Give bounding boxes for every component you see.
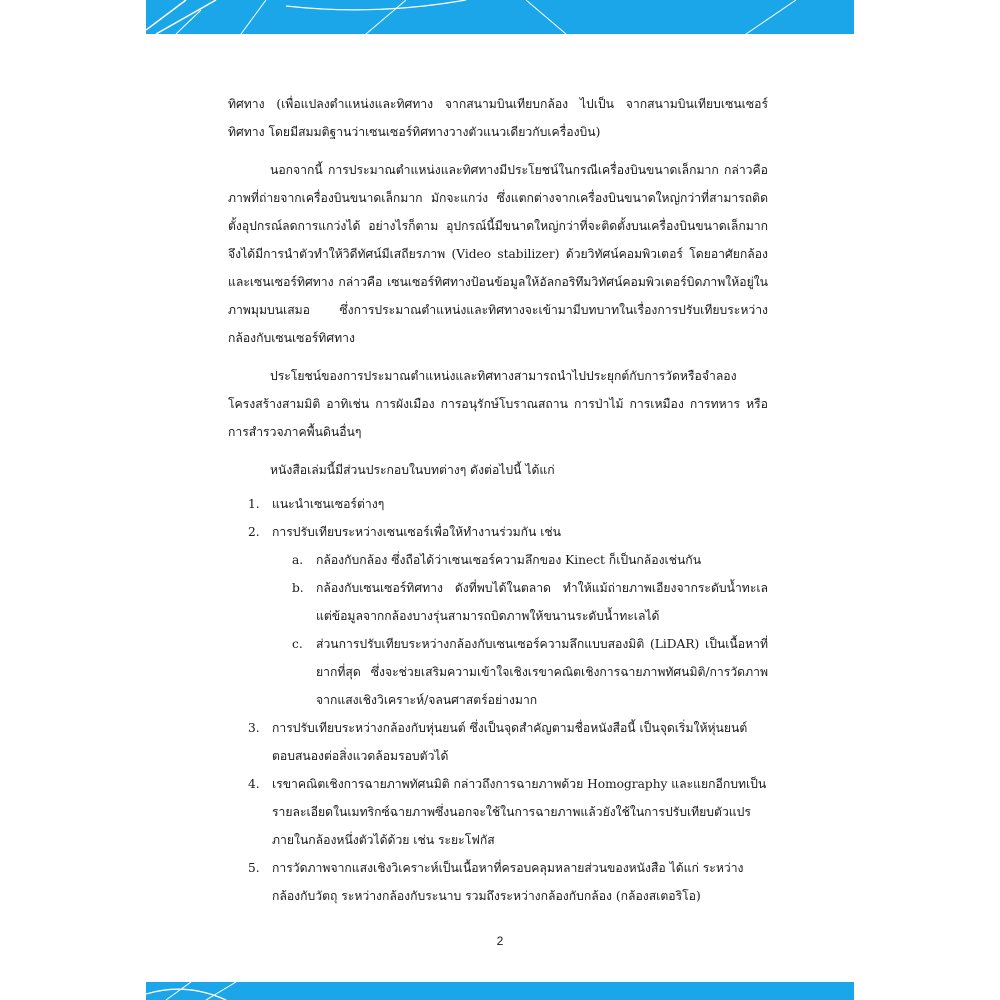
footer-decoration — [146, 982, 854, 1000]
sub-list-item — [272, 574, 768, 630]
list-item — [228, 770, 768, 854]
paragraph-2: นอกจากนี้ การประมาณตำแหน่งและทิศทางมีประโยชน์ในกรณีเครื่องบินขนาดเล็กมาก กล่าวคือ ภาพที่ถ่ายจากเครื่องบินขนาดเล็กมาก มักจะแกว่ง ซึ่งแตกต่างจากเครื่องบินขนาดใหญ่กว่าที่สามารถติดตั้งอุปกรณ์ลดการแกว่งได้ อย่างไรก็ตาม อุปกรณ์นี้มีขนาดใหญ่กว่าที่จะติดตั้งบนเครื่องบินขนาดเล็กมาก จึงได้มีการนำตัวทำให้วิดีทัศน์มีเสถียรภาพ (Video stabilizer) ด้วยวิทัศน์คอมพิวเตอร์ โดยอาศัยกล้องและเซนเซอร์ทิศทาง กล่าวคือ เซนเซอร์ทิศทางป้อนข้อมูลให้อัลกอริทึมวิทัศน์คอมพิวเตอร์บิดภาพให้อยู่ในภาพมุมบนเสมอ ซึ่งการประมาณตำแหน่งและทิศทางจะเข้ามามีบทบาทในเรื่องการปรับเทียบระหว่างกล้องกับเซนเซอร์ทิศทาง — [228, 163, 768, 345]
sub-list — [272, 546, 768, 714]
list-item-number: 4. — [248, 777, 260, 791]
list-item — [228, 518, 768, 714]
sub-list-item — [272, 630, 768, 714]
list-item — [228, 854, 768, 910]
sub-list-item-letter: a. — [292, 553, 304, 567]
list-item-number: 2. — [248, 525, 260, 539]
chapter-list — [228, 490, 768, 910]
list-item-number: 5. — [248, 861, 260, 875]
page-number: 2 — [496, 934, 504, 948]
header-decoration — [146, 0, 854, 34]
list-item-text: การปรับเทียบระหว่างเซนเซอร์เพื่อให้ทำงานร่วมกัน เช่น — [272, 525, 561, 539]
list-item-text: เรขาคณิตเชิงการฉายภาพทัศนมิติ กล่าวถึงการฉายภาพด้วย Homography และแยกอีกบทเป็นรายละเอียดในเมทริกซ์ฉายภาพซึ่งนอกจะใช้ในการฉายภาพแล้วยังใช้ในการปรับเทียบตัวแปรภายในกล้องหนึ่งตัวได้ด้วย เช่น ระยะโฟกัส — [272, 777, 767, 847]
list-item-number: 1. — [248, 497, 260, 511]
sub-list-item-text: ส่วนการปรับเทียบระหว่างกล้องกับเซนเซอร์ความลึกแบบสองมิติ (LiDAR) เป็นเนื้อหาที่ยากที่สุด ซึ่งจะช่วยเสริมความเข้าใจเชิงเรขาคณิตเชิงการฉายภาพทัศนมิติ/การวัดภาพจากแสงเชิงวิเคราะห์/จลนศาสตร์อย่างมาก — [316, 637, 768, 707]
sub-list-item-letter: b. — [292, 581, 304, 595]
list-item — [228, 490, 768, 518]
paragraph-3: ประโยชน์ของการประมาณตำแหน่งและทิศทางสามารถนำไปประยุกต์กับการวัดหรือจำลองโครงสร้างสามมิติ อาทิเช่น การผังเมือง การอนุรักษ์โบราณสถาน การป่าไม้ การเหมือง การทหาร หรือการสำรวจภาคพื้นดินอื่นๆ — [228, 369, 768, 439]
paragraph-4: หนังสือเล่มนี้มีส่วนประกอบในบทต่างๆ ดังต่อไปนี้ ได้แก่ — [270, 463, 555, 477]
list-item-text: การวัดภาพจากแสงเชิงวิเคราะห์เป็นเนื้อหาที่ครอบคลุมหลายส่วนของหนังสือ ได้แก่ ระหว่างกล้องกับวัตถุ ระหว่างกล้องกับระนาบ รวมถึงระหว่างกล้องกับกล้อง (กล้องสเตอริโอ) — [272, 861, 744, 903]
sub-list-item — [272, 546, 768, 574]
list-item-text: แนะนำเซนเซอร์ต่างๆ — [272, 497, 385, 511]
list-item-text: การปรับเทียบระหว่างกล้องกับหุ่นยนต์ ซึ่งเป็นจุดสำคัญตามชื่อหนังสือนี้ เป็นจุดเริ่มให้หุ่นยนต์ตอบสนองต่อสิ่งแวดล้อมรอบตัวได้ — [272, 721, 748, 763]
document-body — [228, 90, 768, 910]
list-item — [228, 714, 768, 770]
sub-list-item-text: กล้องกับกล้อง ซึ่งถือได้ว่าเซนเซอร์ความลึกของ Kinect ก็เป็นกล้องเช่นกัน — [316, 553, 702, 567]
footer-band — [146, 982, 854, 1000]
sub-list-item-letter: c. — [292, 637, 303, 651]
paragraph-1: ทิศทาง (เพื่อแปลงตำแหน่งและทิศทาง จากสนามบินเทียบกล้อง ไปเป็น จากสนามบินเทียบเซนเซอร์ทิศทาง โดยมีสมมติฐานว่าเซนเซอร์ทิศทางวางตัวแนวเดียวกับเครื่องบิน) — [228, 97, 768, 139]
list-item-number: 3. — [248, 721, 260, 735]
sub-list-item-text: กล้องกับเซนเซอร์ทิศทาง ดังที่พบได้ในตลาด ทำให้แม้ถ่ายภาพเอียงจากระดับน้ำทะเล แต่ข้อมูลจากกล้องบางรุ่นสามารถบิดภาพให้ขนานระดับน้ำทะเลได้ — [316, 581, 768, 623]
header-band — [146, 0, 854, 34]
